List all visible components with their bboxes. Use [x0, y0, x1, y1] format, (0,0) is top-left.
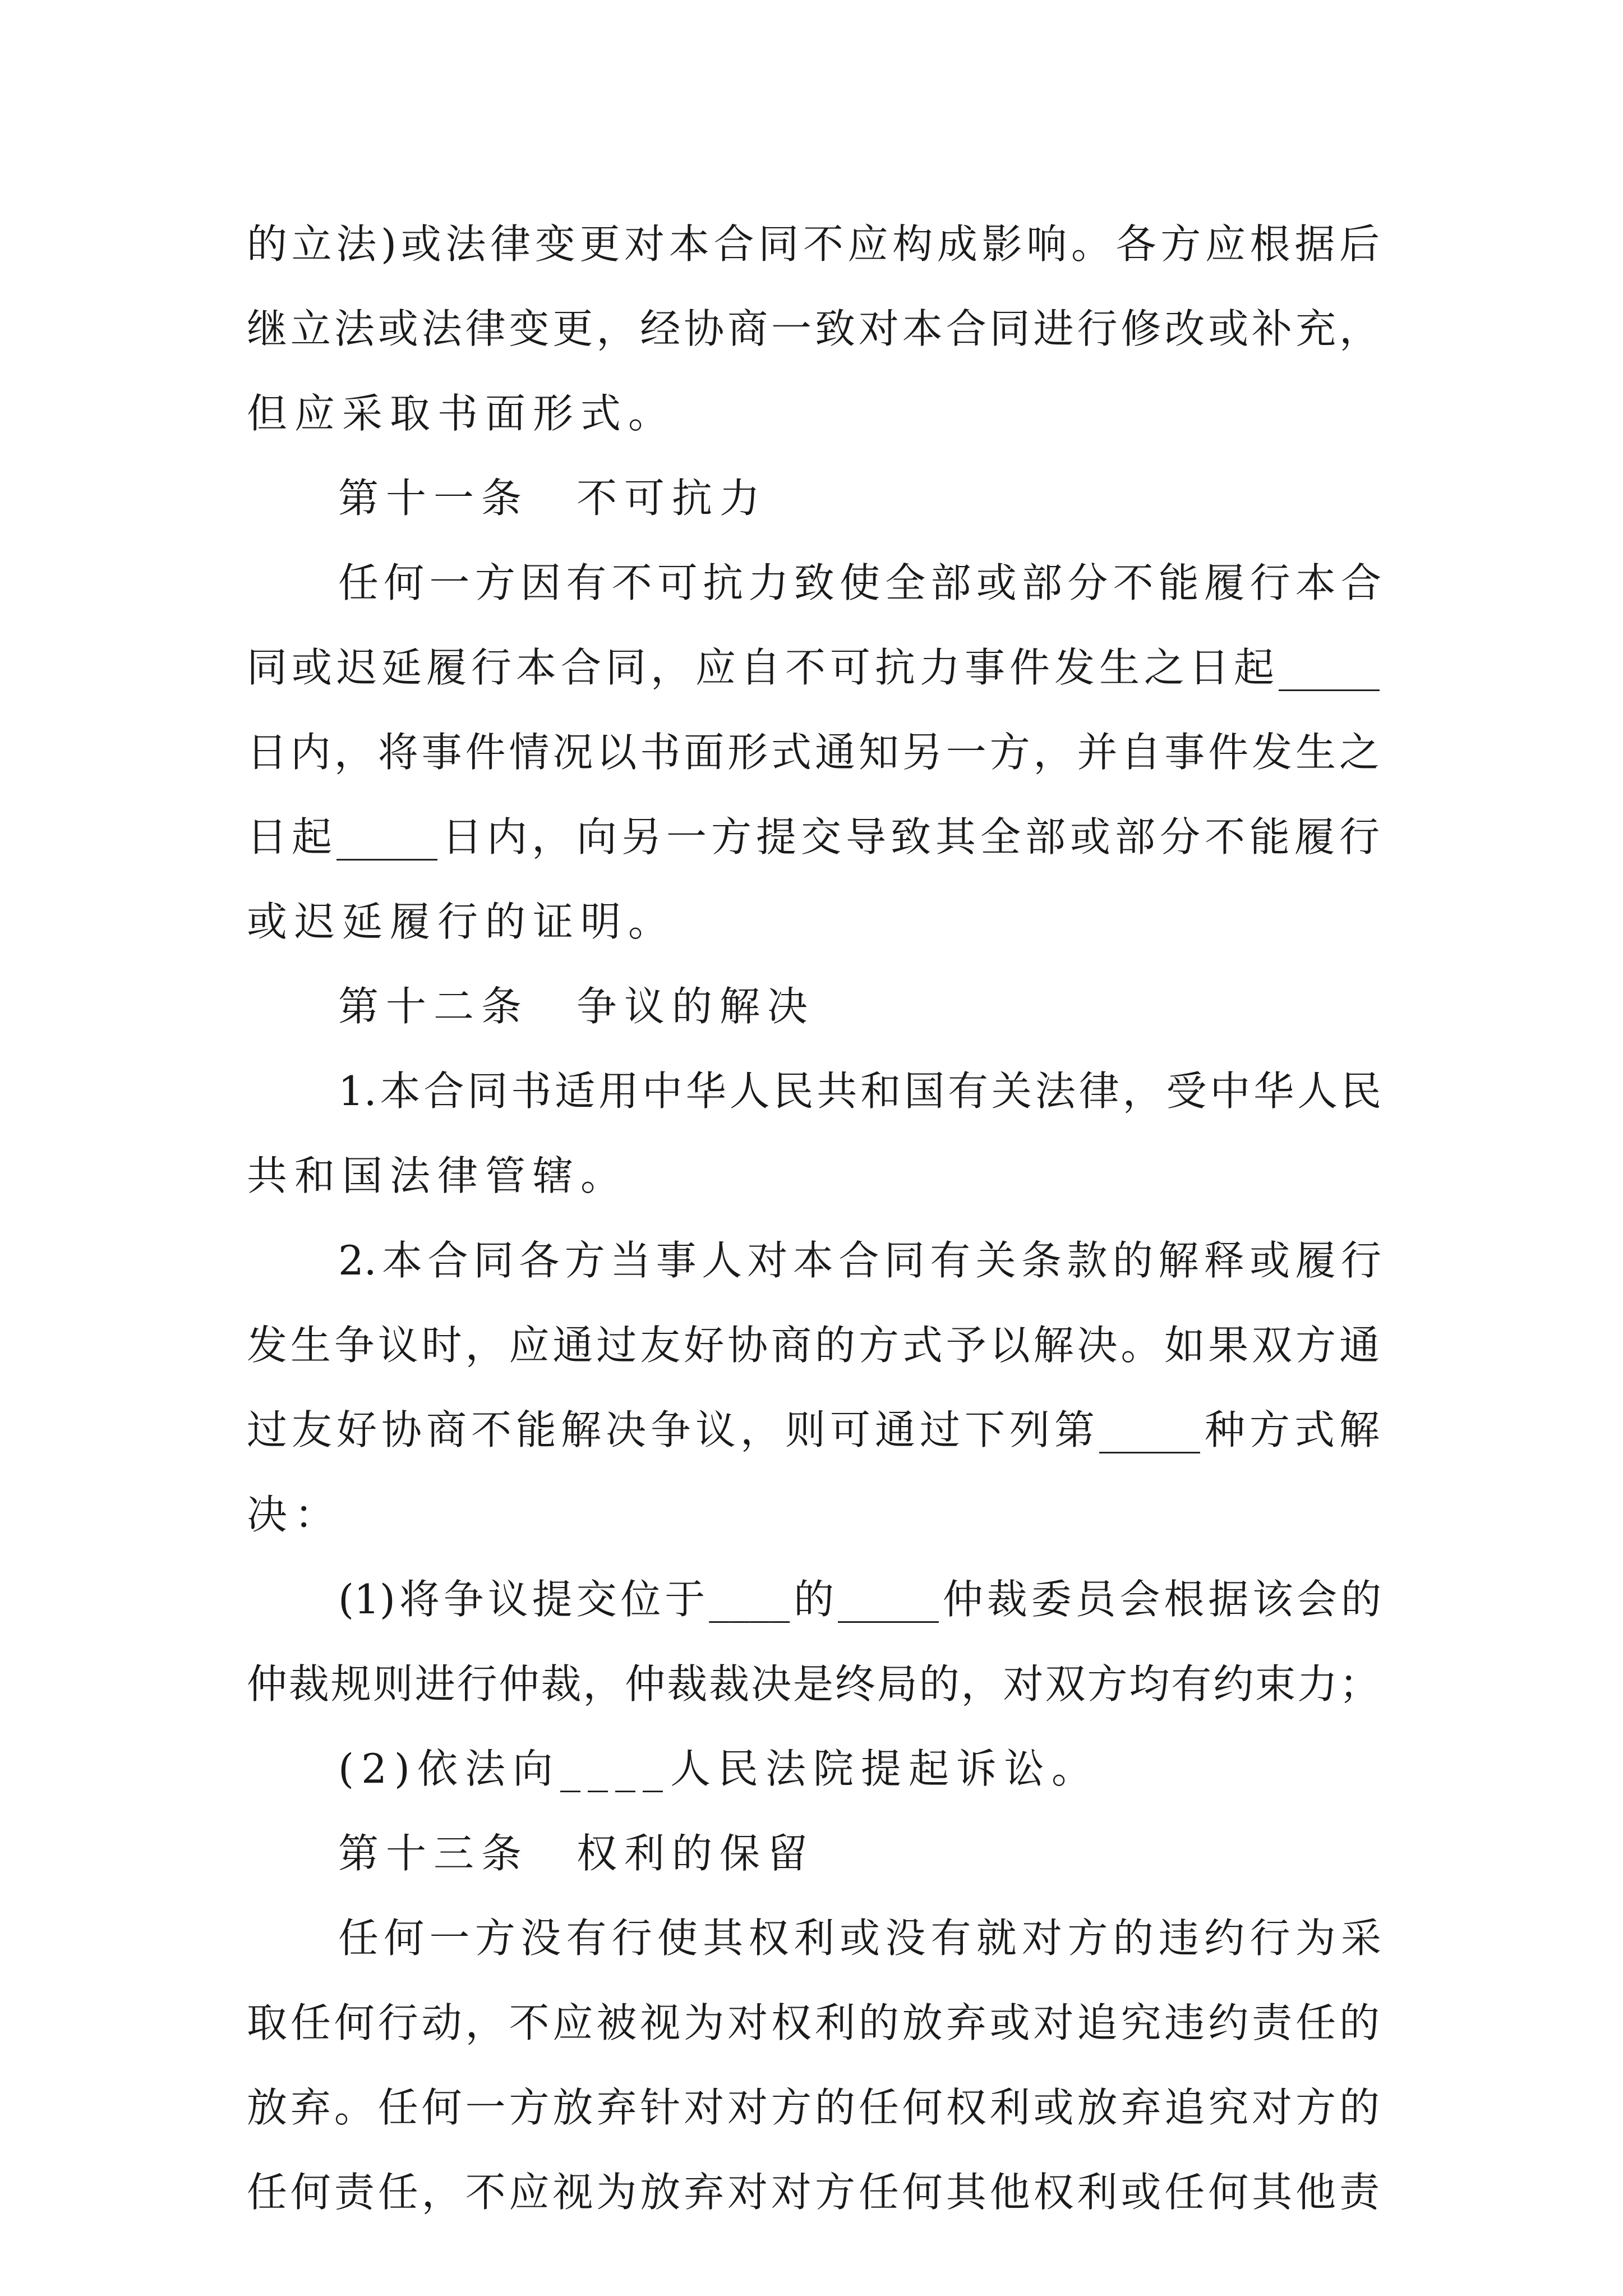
text-line: 共和国法律管辖。 — [247, 1152, 629, 1199]
section-heading: 第十二条 争议的解决 — [338, 983, 815, 1030]
section-heading: 第十三条 权利的保留 — [338, 1830, 815, 1877]
text-line: 或迟延履行的证明。 — [247, 898, 676, 945]
text-line: 1.本合同书适用中华人民共和国有关法律，受中华人民 — [338, 1068, 1381, 1115]
text-line: (1)将争议提交位于____的_____仲裁委员会根据该会的 — [338, 1576, 1381, 1623]
text-line: 任何一方没有行使其权利或没有就对方的违约行为采 — [338, 1915, 1381, 1962]
text-line: 任何一方因有不可抗力致使全部或部分不能履行本合 — [338, 559, 1381, 606]
text-line: 发生争议时，应通过友好协商的方式予以解决。如果双方通 — [247, 1322, 1380, 1369]
text-line: 日起_____日内，向另一方提交导致其全部或部分不能履行 — [247, 813, 1380, 861]
text-line: 放弃。任何一方放弃针对对方的任何权利或放弃追究对方的 — [247, 2084, 1380, 2131]
text-line: 同或迟延履行本合同，应自不可抗力事件发生之日起_____ — [247, 644, 1380, 691]
text-line: (2)依法向____人民法院提起诉讼。 — [338, 1745, 1099, 1792]
text-line: 仲裁规则进行仲裁，仲裁裁决是终局的，对双方均有约束力； — [247, 1660, 1380, 1708]
text-line: 2.本合同各方当事人对本合同有关条款的解释或履行 — [338, 1237, 1381, 1284]
section-heading: 第十一条 不可抗力 — [338, 475, 768, 522]
text-line: 过友好协商不能解决争议，则可通过下列第_____种方式解 — [247, 1406, 1380, 1453]
text-line: 决： — [247, 1491, 343, 1538]
text-line: 继立法或法律变更，经协商一致对本合同进行修改或补充， — [247, 305, 1380, 352]
text-line: 任何责任，不应视为放弃对对方任何其他权利或任何其他责 — [247, 2169, 1380, 2216]
text-line: 的立法)或法律变更对本合同不应构成影响。各方应根据后 — [247, 220, 1380, 268]
text-line: 但应采取书面形式。 — [247, 390, 676, 437]
text-line: 取任何行动，不应被视为对权利的放弃或对追究违约责任的 — [247, 1999, 1380, 2046]
text-line: 日内，将事件情况以书面形式通知另一方，并自事件发生之 — [247, 729, 1380, 776]
